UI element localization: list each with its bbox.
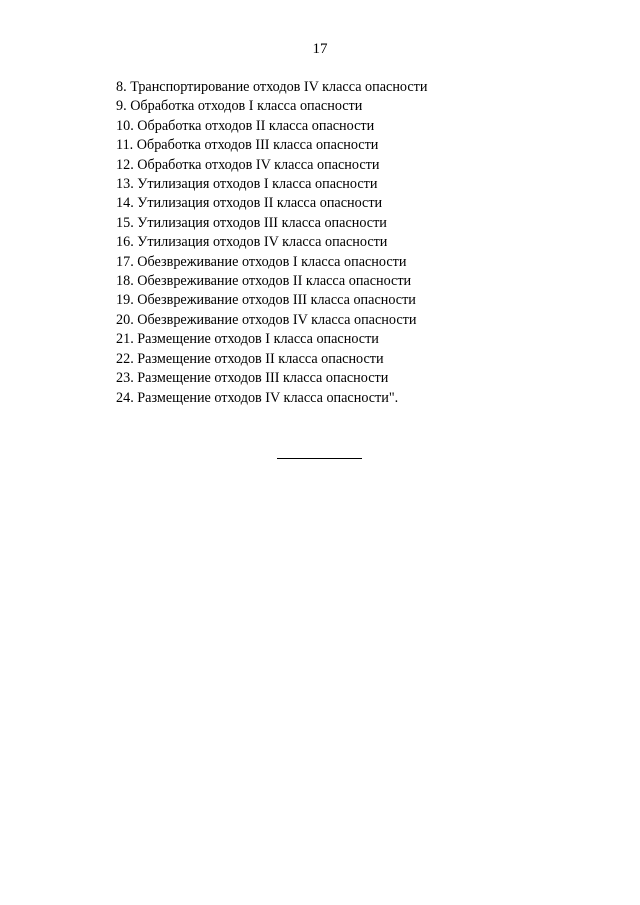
list-item: 23. Размещение отходов III класса опасности xyxy=(116,370,389,387)
list-item: 19. Обезвреживание отходов III класса опасности xyxy=(116,292,416,309)
list-item: 15. Утилизация отходов III класса опасности xyxy=(116,214,387,231)
page-number: 17 xyxy=(312,41,328,57)
list-item: 13. Утилизация отходов I класса опасности xyxy=(116,176,378,193)
list-item: 18. Обезвреживание отходов II класса опасности xyxy=(116,273,412,290)
list-item: 16. Утилизация отходов IV класса опасности xyxy=(116,234,388,251)
list-item: 21. Размещение отходов I класса опасности xyxy=(116,331,379,348)
end-divider xyxy=(277,458,362,459)
list-item: 17. Обезвреживание отходов I класса опасности xyxy=(116,253,407,270)
list-item: 20. Обезвреживание отходов IV класса опасности xyxy=(116,311,417,328)
list-item: 24. Размещение отходов IV класса опасности". xyxy=(116,389,399,406)
list-item: 9. Обработка отходов I класса опасности xyxy=(116,98,363,115)
list-item: 12. Обработка отходов IV класса опасности xyxy=(116,156,380,173)
list-item: 22. Размещение отходов II класса опасности xyxy=(116,350,384,367)
list-item: 11. Обработка отходов III класса опасности xyxy=(116,137,379,154)
list-item: 10. Обработка отходов II класса опасности xyxy=(116,117,375,134)
item-list xyxy=(116,78,427,408)
list-item: 14. Утилизация отходов II класса опасности xyxy=(116,195,383,212)
list-item: 8. Транспортирование отходов IV класса опасности xyxy=(116,79,428,95)
